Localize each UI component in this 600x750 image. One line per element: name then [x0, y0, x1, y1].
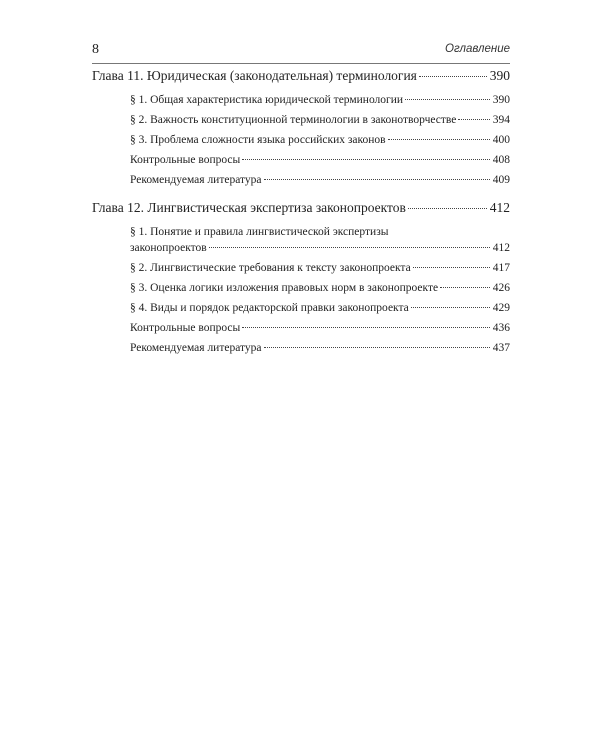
dot-leader [413, 267, 490, 268]
toc-section[interactable] [130, 174, 510, 194]
toc-entry-page: 390 [492, 94, 510, 106]
dot-leader [264, 179, 490, 180]
toc-section[interactable] [130, 302, 510, 322]
toc-section[interactable] [130, 282, 510, 302]
toc-entry-page: 436 [492, 322, 510, 334]
toc-entry-title: Глава 11. Юридическая (законодательная) терминология [92, 68, 417, 83]
dot-leader [440, 287, 490, 288]
dot-leader [242, 327, 490, 328]
toc-section[interactable] [130, 226, 510, 262]
toc-entry-title: Контрольные вопросы [130, 322, 241, 334]
toc-entry-title: Рекомендуемая литература [130, 174, 262, 186]
toc-entry-title: § 3. Проблема сложности языка российских законов [130, 134, 386, 146]
toc-entry-page: 390 [489, 68, 510, 83]
toc-entry-title: Рекомендуемая литература [130, 342, 262, 354]
dot-leader [209, 247, 490, 248]
toc-entry-continuation [130, 242, 510, 262]
toc-entry-title: § 4. Виды и порядок редакторской правки законопроекта [130, 302, 409, 314]
dot-leader [458, 119, 489, 120]
toc-entry-page: 412 [492, 242, 510, 254]
header-rule [92, 63, 510, 64]
page-header [92, 42, 510, 62]
toc-entry-title: Глава 12. Лингвистическая экспертиза законопроектов [92, 200, 406, 215]
toc-entry-page: 408 [492, 154, 510, 166]
toc-section[interactable] [130, 342, 510, 362]
toc-section[interactable] [130, 322, 510, 342]
toc-entry-page: 417 [492, 262, 510, 274]
dot-leader [388, 139, 490, 140]
dot-leader [264, 347, 490, 348]
toc-entry-page: 437 [492, 342, 510, 354]
running-title: Оглавление [445, 43, 510, 55]
dot-leader [411, 307, 490, 308]
toc-entry-title-continuation: законопроектов [130, 242, 207, 254]
toc-entry-title: § 2. Важность конституционной терминологии в законотворчестве [130, 114, 457, 126]
toc-entry-title: § 3. Оценка логики изложения правовых норм в законопроекте [130, 282, 439, 294]
toc-section[interactable] [130, 114, 510, 134]
toc-chapter-12[interactable] [92, 200, 510, 223]
toc-entry-title: § 1. Понятие и правила лингвистической экспертизы [130, 226, 389, 238]
dot-leader [405, 99, 490, 100]
toc-section[interactable] [130, 134, 510, 154]
toc-entry-page: 409 [492, 174, 510, 186]
toc-entry-page: 429 [492, 302, 510, 314]
toc-entry-title: § 2. Лингвистические требования к тексту законопроекта [130, 262, 411, 274]
table-of-contents [92, 68, 510, 362]
dot-leader [408, 208, 487, 209]
toc-chapter-11[interactable] [92, 68, 510, 91]
dot-leader [419, 76, 487, 77]
dot-leader [242, 159, 490, 160]
toc-entry-page: 412 [489, 200, 510, 215]
toc-entry-page: 426 [492, 282, 510, 294]
toc-entry-page: 400 [492, 134, 510, 146]
toc-entry-title: Контрольные вопросы [130, 154, 241, 166]
toc-entry-title: § 1. Общая характеристика юридической терминологии [130, 94, 404, 106]
toc-section[interactable] [130, 262, 510, 282]
toc-entry-page: 394 [492, 114, 510, 126]
page-number: 8 [92, 42, 99, 57]
toc-section[interactable] [130, 94, 510, 114]
toc-section[interactable] [130, 154, 510, 174]
